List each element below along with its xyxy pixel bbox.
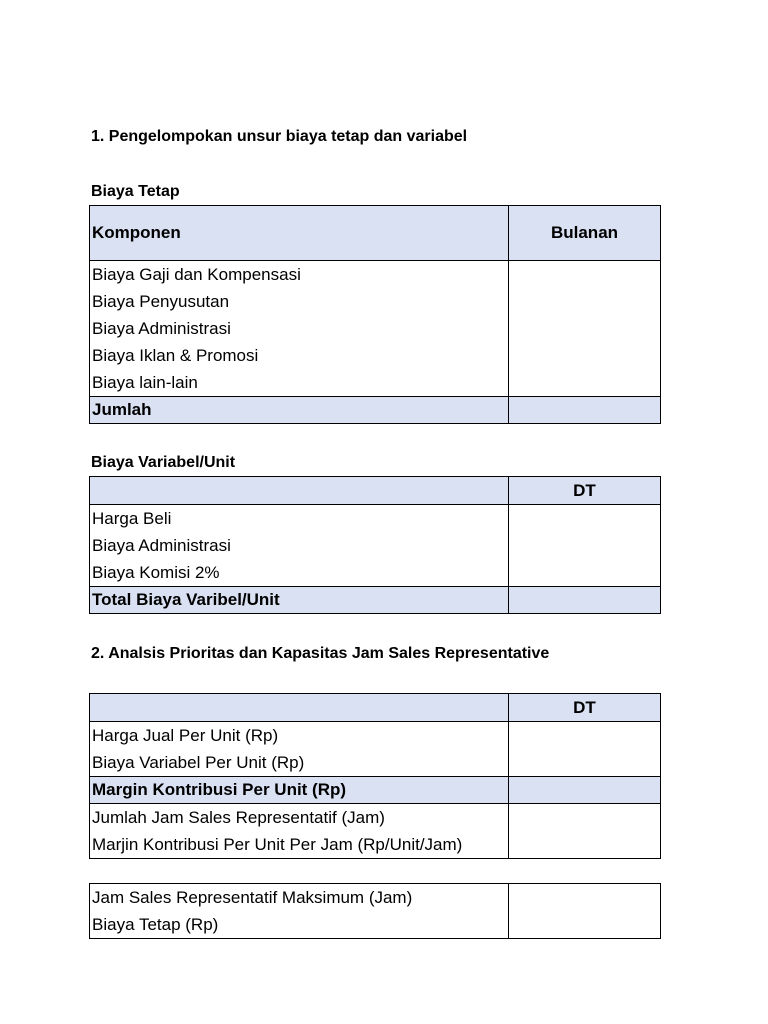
list-item: Harga Beli: [92, 509, 172, 528]
fixed-cost-items: [90, 261, 509, 397]
value-cell: [509, 804, 661, 859]
table-row: [90, 884, 661, 939]
list-item: Biaya Administrasi: [92, 536, 231, 555]
table-header-row: [90, 477, 661, 505]
section2-title: 2. Analsis Prioritas dan Kapasitas Jam Sales Representative: [91, 645, 550, 662]
list-item: Biaya Penyusutan: [92, 292, 230, 311]
list-item: Biaya Iklan & Promosi: [92, 346, 259, 365]
total-label: Total Biaya Varibel/Unit: [90, 587, 509, 614]
section1-title: 1. Pengelompokan unsur biaya tetap dan variabel: [91, 128, 468, 145]
list-item: Harga Jual Per Unit (Rp): [92, 726, 279, 745]
table-header-row: [90, 206, 661, 261]
value-cell: [509, 505, 661, 587]
fixed-cost-heading: Biaya Tetap: [91, 183, 180, 200]
list-item: Marjin Kontribusi Per Unit Per Jam (Rp/Unit/Jam): [92, 835, 463, 854]
column-header-empty: [90, 477, 509, 505]
column-header-komponen: Komponen: [90, 206, 509, 261]
contribution-table: [89, 693, 661, 859]
table-header-row: [90, 694, 661, 722]
hours-items: [90, 804, 509, 859]
capacity-items: [90, 884, 509, 939]
variable-cost-table: [89, 476, 661, 614]
list-item: Biaya Gaji dan Kompensasi: [92, 265, 301, 284]
margin-label: Margin Kontribusi Per Unit (Rp): [90, 777, 509, 804]
total-row: [90, 587, 661, 614]
fixed-cost-table: [89, 205, 661, 424]
table-row: [90, 722, 661, 777]
value-cell: [509, 397, 661, 424]
column-header-dt: DT: [509, 477, 661, 505]
column-header-dt: DT: [509, 694, 661, 722]
list-item: Jumlah Jam Sales Representatif (Jam): [92, 808, 385, 827]
value-cell: [509, 587, 661, 614]
list-item: Biaya Variabel Per Unit (Rp): [92, 753, 305, 772]
price-items: [90, 722, 509, 777]
table-row: [90, 261, 661, 397]
column-header-empty: [90, 694, 509, 722]
value-cell: [509, 884, 661, 939]
value-cell: [509, 777, 661, 804]
list-item: Jam Sales Representatif Maksimum (Jam): [92, 888, 413, 907]
table-row: [90, 505, 661, 587]
list-item: Biaya Komisi 2%: [92, 563, 220, 582]
margin-row: [90, 777, 661, 804]
list-item: Biaya lain-lain: [92, 373, 198, 392]
value-cell: [509, 261, 661, 397]
variable-cost-heading: Biaya Variabel/Unit: [91, 454, 236, 471]
capacity-table: [89, 883, 661, 939]
total-row: [90, 397, 661, 424]
total-label: Jumlah: [90, 397, 509, 424]
table-row: [90, 804, 661, 859]
value-cell: [509, 722, 661, 777]
list-item: Biaya Tetap (Rp): [92, 915, 219, 934]
column-header-bulanan: Bulanan: [509, 206, 661, 261]
variable-cost-items: [90, 505, 509, 587]
list-item: Biaya Administrasi: [92, 319, 231, 338]
